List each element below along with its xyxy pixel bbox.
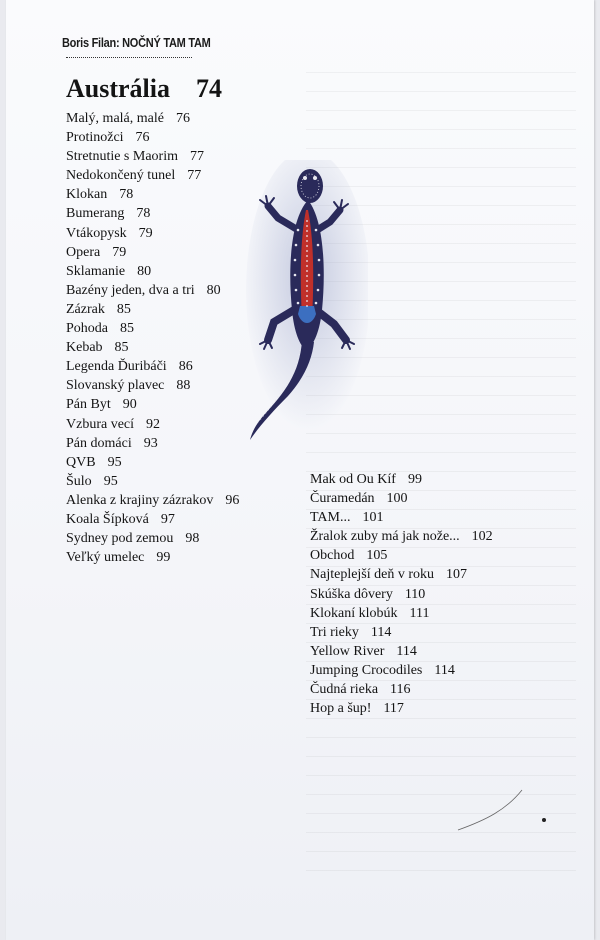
toc-entry: [66, 434, 239, 453]
toc-entry: [66, 319, 239, 338]
toc-list-left: [66, 109, 239, 567]
toc-entry-page: 114: [396, 643, 417, 659]
toc-entry-page: 85: [120, 321, 134, 337]
toc-entry-title: Skúška dôvery: [310, 586, 393, 602]
toc-entry: [310, 508, 493, 527]
toc-entry-title: Žralok zuby má jak nože...: [310, 529, 460, 545]
toc-entry: [66, 453, 239, 472]
toc-entry-title: Hop a šup!: [310, 701, 372, 717]
toc-entry-title: Klokan: [66, 187, 108, 203]
toc-entry: [310, 470, 493, 489]
toc-entry-page: 105: [366, 548, 388, 564]
book-page: [6, 0, 594, 940]
toc-entry-page: 110: [404, 586, 426, 602]
toc-entry-title: Veľký umelec: [66, 550, 145, 566]
toc-entry: [66, 510, 239, 529]
toc-entry-title: Yellow River: [310, 643, 385, 659]
toc-entry-page: 101: [362, 510, 384, 526]
toc-entry-page: 86: [178, 359, 193, 375]
toc-entry-title: Slovanský plavec: [66, 378, 165, 394]
toc-entry-page: 79: [112, 244, 127, 260]
toc-entry: [310, 489, 493, 508]
toc-entry-title: TAM...: [310, 510, 351, 526]
toc-entry-page: 100: [386, 491, 408, 507]
toc-entry-title: Malý, malá, malé: [66, 111, 164, 126]
toc-entry-page: 111: [409, 605, 430, 621]
toc-entry-page: 114: [434, 662, 455, 678]
toc-entry-title: Stretnutie s Maorim: [66, 149, 178, 165]
toc-entry-title: Zázrak: [66, 301, 105, 317]
toc-entry: [66, 185, 239, 204]
toc-entry-page: 85: [116, 301, 131, 317]
toc-entry-title: Legenda Ďuribáči: [66, 359, 167, 375]
lizard-icon: [242, 160, 368, 450]
toc-entry: [66, 109, 239, 128]
toc-entry-title: Nedokončený tunel: [66, 168, 176, 184]
toc-entry-page: 80: [137, 263, 152, 279]
toc-list-right: [310, 470, 493, 718]
toc-entry-title: Koala Šípková: [66, 511, 149, 527]
toc-entry-title: QVB: [66, 454, 96, 470]
toc-entry-title: Vzbura vecí: [66, 416, 135, 432]
toc-entry-page: 76: [135, 130, 150, 146]
toc-entry: [310, 642, 493, 661]
toc-entry-title: Jumping Crocodiles: [310, 662, 423, 678]
toc-entry-page: 99: [407, 472, 422, 487]
toc-entry-page: 85: [114, 340, 129, 356]
toc-entry: [310, 661, 493, 680]
toc-entry-title: Sklamanie: [66, 263, 126, 279]
toc-entry-title: Šulo: [66, 473, 92, 489]
toc-entry-page: 98: [185, 531, 200, 547]
toc-entry-page: 77: [187, 168, 202, 184]
toc-entry: [310, 623, 493, 642]
toc-entry: [310, 604, 493, 623]
section-page-number: 74: [196, 74, 222, 103]
toc-entry: [310, 565, 493, 584]
toc-entry-page: 78: [136, 206, 151, 222]
toc-entry: [66, 147, 239, 166]
toc-entry-page: 116: [390, 682, 411, 698]
toc-entry-title: Klokaní klobúk: [310, 605, 398, 621]
toc-entry-page: 114: [370, 624, 392, 640]
toc-entry-page: 102: [471, 529, 493, 545]
toc-entry: [66, 395, 239, 414]
toc-entry-title: Kebab: [66, 340, 103, 356]
toc-entry-title: Obchod: [310, 548, 355, 564]
toc-entry-page: 93: [143, 435, 158, 451]
toc-entry: [66, 166, 239, 185]
toc-entry: [310, 585, 493, 604]
toc-entry-page: 77: [190, 149, 204, 165]
toc-entry-title: Opera: [66, 244, 101, 260]
toc-entry-title: Pán domáci: [66, 435, 132, 451]
toc-entry-title: Pohoda: [66, 321, 108, 337]
running-head-rule: [66, 57, 192, 58]
toc-entry: [310, 527, 493, 546]
toc-entry: [66, 128, 239, 147]
toc-entry: [310, 546, 493, 565]
toc-entry: [66, 548, 239, 567]
toc-entry-page: 99: [156, 550, 171, 566]
toc-entry: [66, 224, 239, 243]
toc-entry: [66, 415, 239, 434]
toc-entry-page: 92: [146, 416, 161, 432]
running-head: Boris Filan: NOČNÝ TAM TAM: [62, 36, 211, 50]
section-title-text: Austrália: [66, 74, 170, 103]
toc-entry-page: 78: [119, 187, 134, 203]
toc-entry: [66, 491, 239, 510]
toc-entry-page: 90: [122, 397, 137, 413]
toc-entry: [66, 204, 239, 223]
toc-entry: [66, 376, 239, 395]
toc-entry: [66, 281, 239, 300]
toc-entry-title: Tri rieky: [310, 624, 359, 640]
toc-entry: [66, 357, 239, 376]
toc-entry-page: 88: [176, 378, 191, 394]
toc-entry: [310, 699, 493, 718]
toc-entry-page: 97: [160, 511, 175, 527]
toc-entry-title: Bumerang: [66, 206, 125, 222]
toc-entry-title: Protinožci: [66, 130, 124, 146]
toc-entry: [66, 338, 239, 357]
toc-entry-title: Alenka z krajiny zázrakov: [66, 492, 214, 508]
toc-entry-page: 80: [206, 282, 221, 298]
toc-entry-title: Pán Byt: [66, 397, 111, 413]
toc-entry-title: Vtákopysk: [66, 225, 127, 241]
toc-entry: [66, 472, 239, 491]
toc-entry: [66, 243, 239, 262]
toc-entry-page: 79: [138, 225, 153, 241]
toc-entry-page: 117: [383, 701, 404, 717]
toc-entry-title: Čudná rieka: [310, 682, 379, 698]
toc-entry-title: Mak od Ou Kíf: [310, 472, 396, 487]
toc-entry-page: 107: [446, 567, 468, 583]
toc-entry-title: Bazény jeden, dva a tri: [66, 282, 195, 298]
toc-entry-page: 95: [107, 454, 122, 470]
toc-entry: [66, 262, 239, 281]
toc-entry-title: Najteplejší deň v roku: [310, 567, 435, 583]
section-title: [66, 76, 222, 102]
toc-entry: [66, 529, 239, 548]
pencil-mark: [456, 780, 576, 840]
toc-entry: [66, 300, 239, 319]
toc-entry: [310, 680, 493, 699]
toc-entry-title: Čuramedán: [310, 491, 375, 507]
toc-entry-page: 96: [225, 492, 240, 508]
toc-entry-page: 95: [103, 473, 118, 489]
toc-entry-page: 76: [175, 111, 190, 126]
toc-entry-title: Sydney pod zemou: [66, 531, 174, 547]
